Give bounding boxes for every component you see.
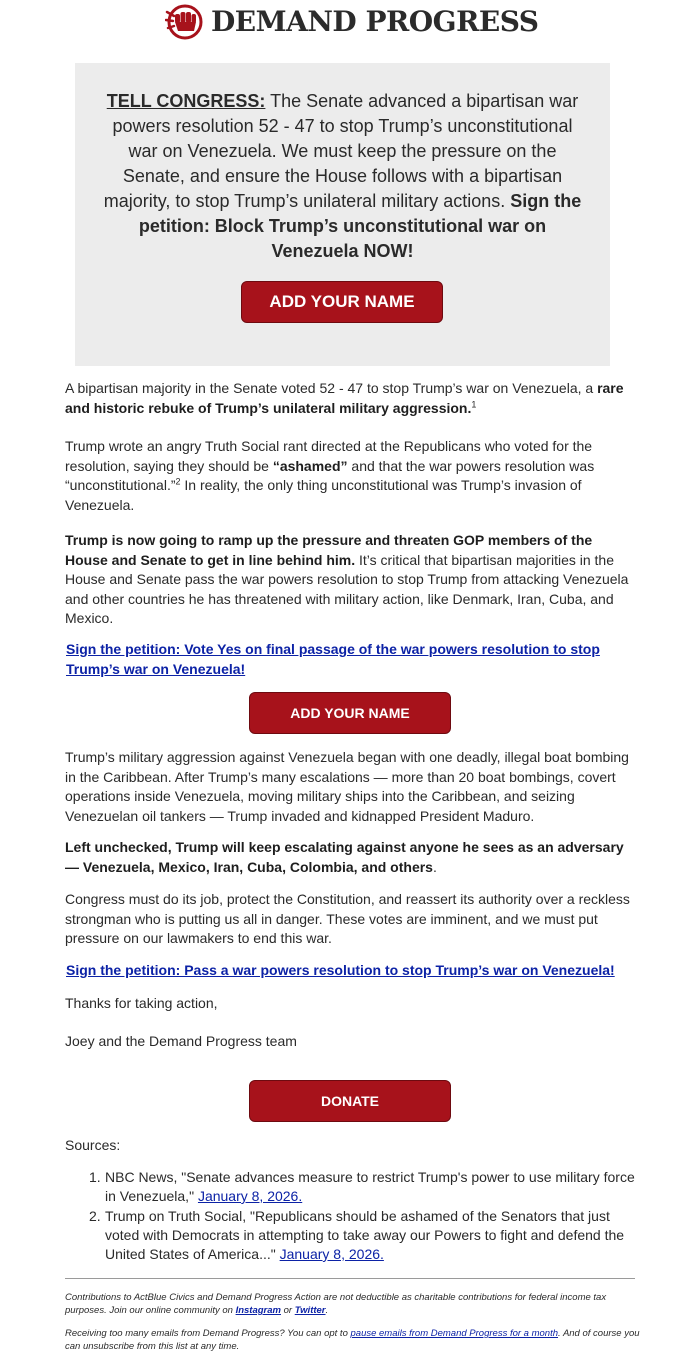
footnote-ref-1[interactable]: 1 — [471, 398, 477, 409]
paragraph-5 — [65, 838, 635, 877]
callout-text — [97, 89, 588, 264]
thanks-text: Thanks for taking action, — [65, 995, 218, 1011]
pause-emails-link[interactable]: pause emails from Demand Progress for a month — [350, 1328, 559, 1339]
sources-list — [65, 1168, 635, 1265]
footnote-ref-2[interactable]: 2 — [175, 476, 181, 487]
disclaimer-end: . — [325, 1305, 329, 1316]
p5-bold: Left unchecked, Trump will keep escalating against anyone he sees as an adversary — Venezuela, Mexico, Iran, Cuba, Colombia, and others — [65, 839, 624, 875]
source-text-2: Trump on Truth Social, "Republicans should be ashamed of the Senators that just voted with Democrats in attempting to take away our Powers to fight and defend the United States of America..." — [105, 1208, 625, 1262]
twitter-link[interactable]: Twitter — [294, 1305, 326, 1316]
paragraph-1 — [65, 379, 635, 418]
source-text-1: NBC News, "Senate advances measure to restrict Trump's power to use military force in Venezuela," — [105, 1169, 635, 1204]
footer-disclaimer — [65, 1291, 640, 1317]
p1-text: A bipartisan majority in the Senate voted 52 - 47 to stop Trump’s war on Venezuela, a — [65, 380, 598, 396]
source-item-1 — [65, 1168, 635, 1206]
source-number-2: 2. — [89, 1208, 101, 1224]
source-number-1: 1. — [89, 1169, 101, 1185]
header — [0, 2, 700, 42]
unsub-text-b: . And of course you can unsubscribe from this list at any time. — [65, 1328, 640, 1352]
paragraph-2 — [65, 437, 635, 515]
p3-bold: Trump is now going to ramp up the pressure and threaten GOP members of the House and Senate to get in line behind him. — [65, 532, 593, 568]
footer-unsubscribe — [65, 1327, 640, 1353]
source-link-2[interactable]: January 8, 2026. — [279, 1246, 384, 1262]
brand-name: DEMAND PROGRESS — [211, 5, 539, 38]
p3-text: It’s critical that bipartisan majorities in the House and Senate pass the war powers resolution to stop Trump from attacking Venezuela and other countries he has threatened with military action, like Denmark, Iran, Cuba, and Mexico. — [65, 551, 629, 626]
p2-text-c: In reality, the only thing unconstitutional was Trump’s invasion of Venezuela. — [65, 477, 582, 513]
petition-link-war-powers[interactable]: Sign the petition: Pass a war powers resolution to stop Trump’s war on Venezuela! — [66, 962, 615, 978]
instagram-link[interactable]: Instagram — [235, 1305, 281, 1316]
paragraph-6: Congress must do its job, protect the Constitution, and reassert its authority over a reckless strongman who is putting us all in danger. These votes are imminent, and we must put pressure on our lawmakers to end this war. — [65, 891, 630, 946]
donate-button[interactable]: DONATE — [249, 1080, 451, 1122]
paragraph-4: Trump’s military aggression against Venezuela began with one deadly, illegal boat bombing in the Caribbean. After Trump’s many escalations — more than 20 boat bombings, covert operations inside Venezuela, moving military ships into the Caribbean, and seizing Venezuelan oil tankers — Trump invaded and kidnapped President Maduro. — [65, 749, 629, 824]
callout-label: TELL CONGRESS: — [106, 91, 266, 111]
unsub-text: Receiving too many emails from Demand Progress? You can opt to — [65, 1328, 351, 1339]
add-your-name-button[interactable]: ADD YOUR NAME — [241, 281, 443, 323]
p2-text-b: and that the war powers resolution was “unconstitutional.” — [65, 457, 595, 493]
p2-bold: “ashamed” — [272, 457, 348, 474]
paragraph-3 — [65, 531, 635, 629]
callout-body: The Senate advanced a bipartisan war powers resolution 52 - 47 to stop Trump’s unconstitutional war on Venezuela. We must keep the pressure on the Senate, and ensure the House follows with a bipartisan majority, to stop Trump’s unilateral military actions. — [103, 91, 579, 211]
sources-heading: Sources: — [65, 1137, 121, 1153]
source-link-1[interactable]: January 8, 2026. — [197, 1188, 303, 1204]
disclaimer-text: Contributions to ActBlue Civics and Demand Progress Action are not deductible as charitable contributions for federal income tax purposes. Join our online community on — [65, 1292, 607, 1316]
or-text: or — [280, 1305, 295, 1316]
source-item-2 — [65, 1207, 635, 1264]
petition-link-final-passage[interactable]: Sign the petition: Vote Yes on final passage of the war powers resolution to stop Trump’s war on Venezuela! — [66, 641, 600, 677]
add-your-name-button-2[interactable]: ADD YOUR NAME — [249, 692, 451, 734]
p5-end: . — [432, 858, 437, 875]
footer-divider — [65, 1278, 635, 1279]
callout-cta: Sign the petition: Block Trump’s unconstitutional war on Venezuela NOW! — [138, 191, 582, 261]
signoff-text: Joey and the Demand Progress team — [65, 1033, 297, 1049]
p2-text: Trump wrote an angry Truth Social rant directed at the Republicans who voted for the resolution, saying they should be — [65, 438, 593, 474]
logo[interactable] — [165, 4, 539, 40]
p1-bold: rare and historic rebuke of Trump’s unilateral military aggression. — [65, 380, 624, 416]
raised-fist-icon — [165, 4, 205, 40]
